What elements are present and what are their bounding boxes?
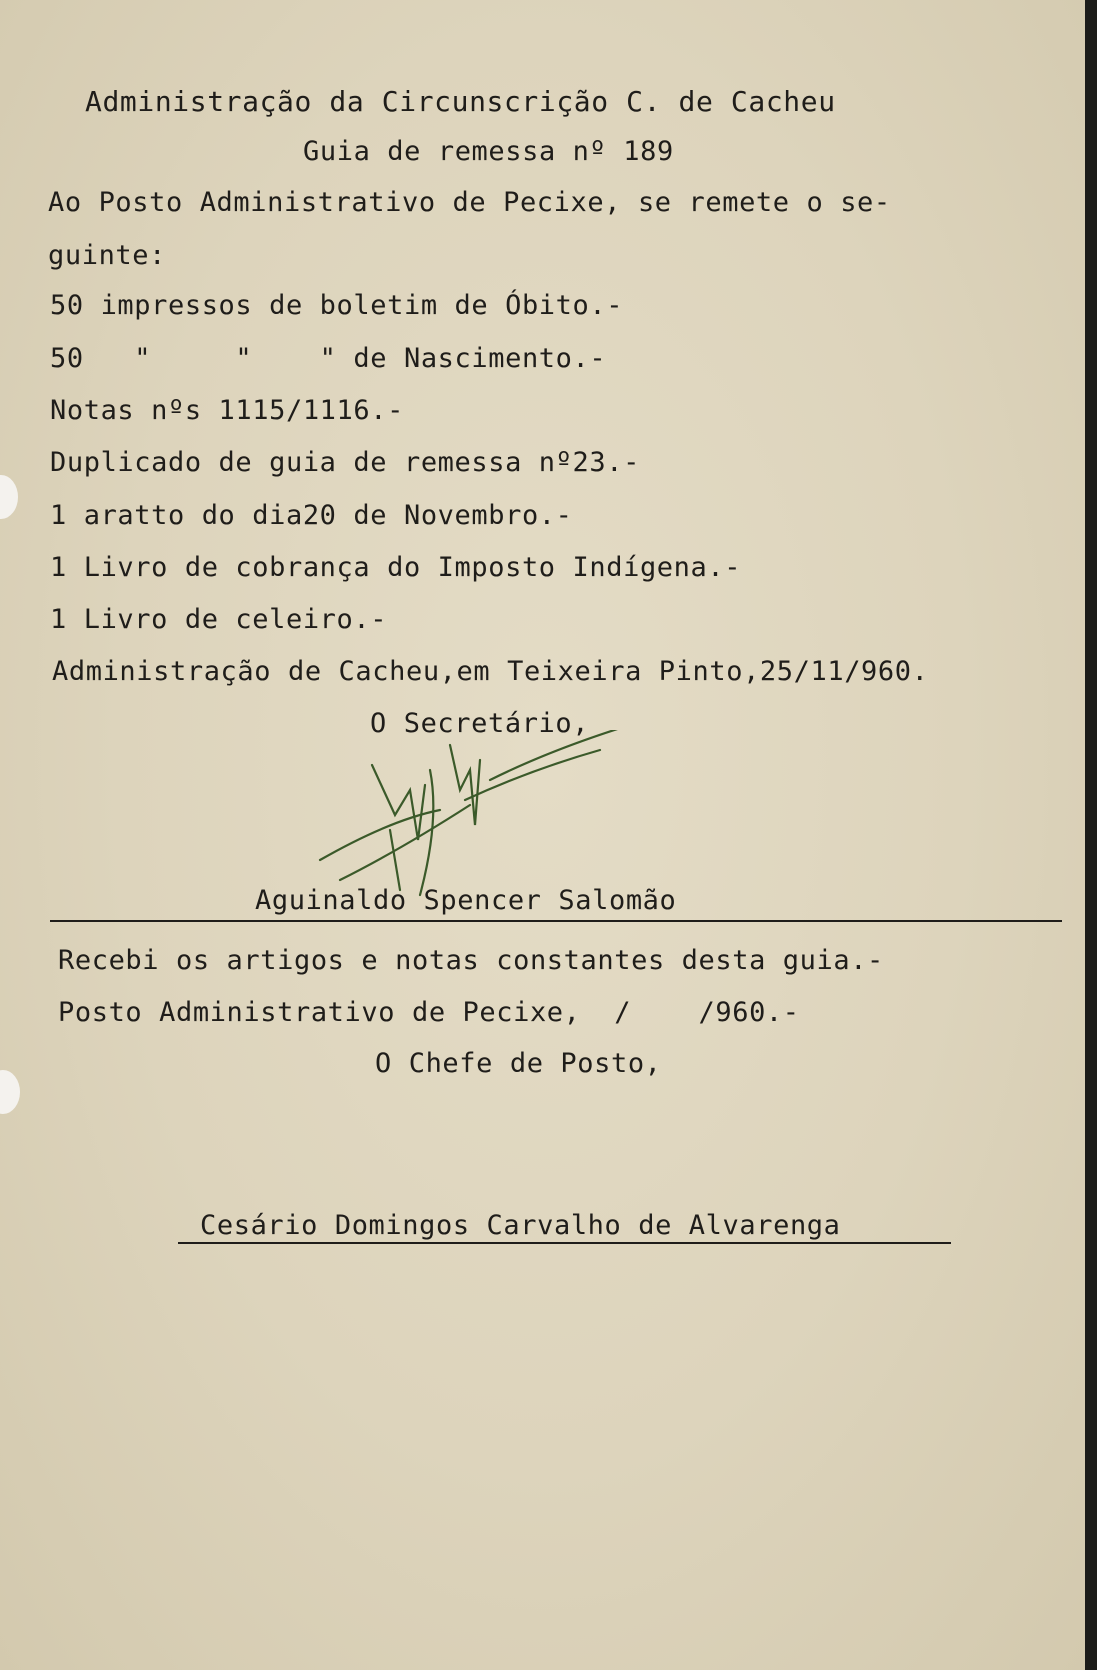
- header-guia-number: Guia de remessa nº 189: [303, 136, 674, 167]
- header-administration: Administração da Circunscrição C. de Cacheu: [85, 85, 836, 118]
- list-item: Duplicado de guia de remessa nº23.-: [50, 447, 640, 478]
- signature-line-secretary: [50, 920, 1062, 922]
- punch-hole-top: [0, 475, 18, 519]
- intro-line-1: Ao Posto Administrativo de Pecixe, se remete o se-: [48, 187, 891, 218]
- secretary-title: O Secretário,: [370, 708, 590, 739]
- list-item: 1 Livro de cobrança do Imposto Indígena.-: [50, 552, 742, 583]
- list-item: 1 Livro de celeiro.-: [50, 604, 388, 635]
- list-item: Notas nºs 1115/1116.-: [50, 395, 404, 426]
- scan-edge: [1085, 0, 1097, 1670]
- list-item: 50 " " " de Nascimento.-: [50, 343, 607, 374]
- signature-line-chief: [178, 1242, 951, 1244]
- list-item: 50 impressos de boletim de Óbito.-: [50, 290, 624, 321]
- list-item: 1 aratto do dia20 de Novembro.-: [50, 500, 573, 531]
- punch-hole-bottom: [0, 1070, 20, 1114]
- place-date-line: Administração de Cacheu,em Teixeira Pinto,25/11/960.: [52, 656, 929, 687]
- secretary-signature: [300, 730, 680, 905]
- receipt-line-1: Recebi os artigos e notas constantes desta guia.-: [58, 945, 884, 976]
- secretary-name: Aguinaldo Spencer Salomão: [255, 885, 677, 916]
- chief-name: Cesário Domingos Carvalho de Alvarenga: [200, 1210, 841, 1241]
- intro-line-2: guinte:: [48, 240, 166, 271]
- chief-title: O Chefe de Posto,: [375, 1048, 662, 1079]
- receipt-line-2: Posto Administrativo de Pecixe, / /960.-: [58, 997, 800, 1028]
